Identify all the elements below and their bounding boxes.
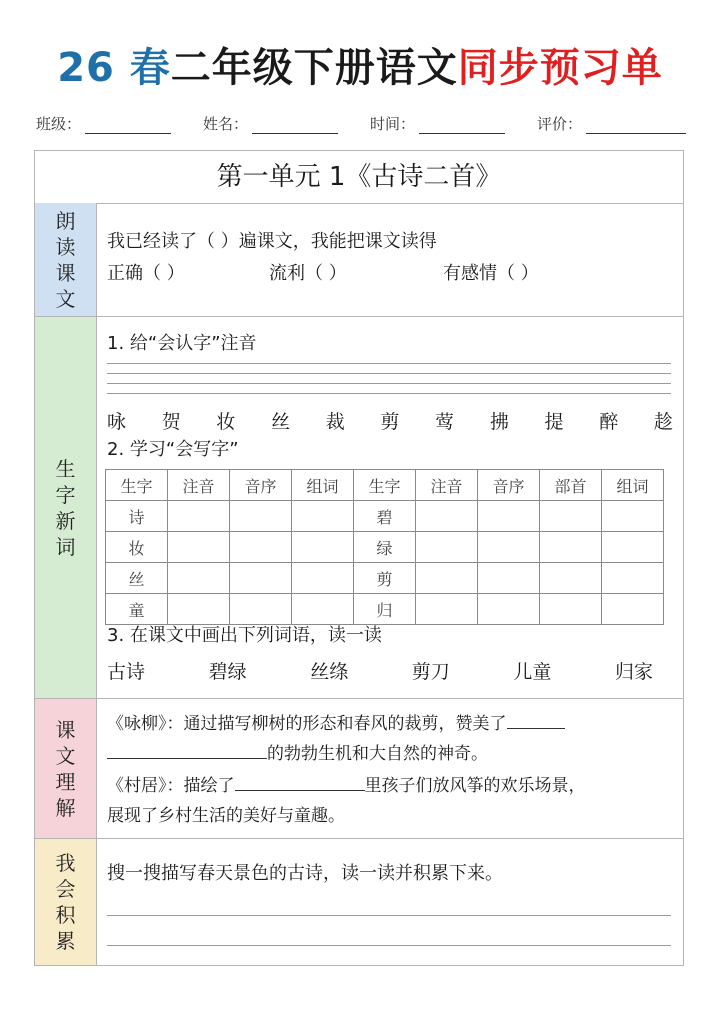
pinyin-line[interactable] bbox=[107, 363, 671, 364]
table-row bbox=[106, 501, 664, 532]
table-header-cell: 音序 bbox=[478, 470, 540, 501]
time-blank[interactable] bbox=[419, 117, 505, 134]
answer-cell[interactable] bbox=[168, 501, 230, 532]
answer-cell[interactable] bbox=[540, 501, 602, 532]
table-row bbox=[106, 563, 664, 594]
char-cell: 碧 bbox=[354, 501, 416, 532]
answer-cell[interactable] bbox=[416, 501, 478, 532]
title-part-grade: 二年级下册语文 bbox=[170, 45, 458, 91]
worksheet bbox=[34, 150, 684, 966]
recognize-char: 丝 bbox=[271, 411, 291, 433]
recognize-char: 剪 bbox=[380, 411, 400, 433]
writing-line[interactable] bbox=[107, 945, 671, 946]
section-understanding bbox=[35, 699, 683, 839]
answer-cell[interactable] bbox=[168, 532, 230, 563]
title-part-sheet: 同步预习单 bbox=[457, 45, 663, 91]
answer-cell[interactable] bbox=[602, 563, 664, 594]
answer-cell[interactable] bbox=[478, 563, 540, 594]
recognize-chars-row bbox=[107, 407, 673, 434]
page-title bbox=[0, 40, 720, 96]
yongliu-line: 《咏柳》：通过描写柳树的形态和春风的裁剪，赞美了 bbox=[107, 709, 565, 739]
unit-title: 第一单元 1《古诗二首》 bbox=[35, 151, 683, 204]
writing-line[interactable] bbox=[107, 915, 671, 916]
vocab-word: 归家 bbox=[614, 661, 653, 683]
answer-cell[interactable] bbox=[230, 532, 292, 563]
answer-cell[interactable] bbox=[416, 532, 478, 563]
answer-cell[interactable] bbox=[230, 563, 292, 594]
yongliu-line-2: 的勃勃生机和大自然的神奇。 bbox=[107, 739, 488, 769]
recognize-char: 贺 bbox=[161, 411, 181, 433]
pinyin-line[interactable] bbox=[107, 383, 671, 384]
answer-cell[interactable] bbox=[292, 501, 354, 532]
answer-blank[interactable] bbox=[107, 740, 267, 759]
student-info-row bbox=[36, 110, 686, 134]
recognize-char: 趁 bbox=[653, 411, 673, 433]
answer-cell[interactable] bbox=[292, 563, 354, 594]
recognize-char: 醉 bbox=[599, 411, 619, 433]
section-body-understanding bbox=[97, 699, 683, 838]
section-body-reading bbox=[97, 203, 683, 316]
task-recognize-title: 1. 给“会认字”注音 bbox=[107, 333, 257, 354]
reading-option-fluent[interactable]: 流利（ ） bbox=[269, 263, 347, 284]
section-body-accumulate bbox=[97, 839, 683, 965]
answer-cell[interactable] bbox=[168, 594, 230, 625]
char-cell: 诗 bbox=[106, 501, 168, 532]
vocab-word: 古诗 bbox=[107, 661, 146, 683]
answer-cell[interactable] bbox=[292, 594, 354, 625]
writing-chars-table bbox=[105, 469, 664, 625]
section-label-reading: 朗读课文 bbox=[35, 203, 97, 316]
table-header-cell: 生字 bbox=[106, 470, 168, 501]
task-write-title: 2. 学习“会写字” bbox=[107, 439, 239, 460]
char-cell: 剪 bbox=[354, 563, 416, 594]
recognize-char: 提 bbox=[544, 411, 564, 433]
vocab-word: 丝绦 bbox=[310, 661, 349, 683]
table-header-cell: 音序 bbox=[230, 470, 292, 501]
section-accumulate bbox=[35, 839, 683, 965]
char-cell: 童 bbox=[106, 594, 168, 625]
title-part-season: 26 春 bbox=[57, 45, 171, 91]
char-cell: 妆 bbox=[106, 532, 168, 563]
pinyin-line[interactable] bbox=[107, 393, 671, 394]
answer-blank[interactable] bbox=[507, 710, 565, 729]
table-header-cell: 组词 bbox=[292, 470, 354, 501]
answer-cell[interactable] bbox=[540, 563, 602, 594]
section-label-understanding: 课文理解 bbox=[35, 699, 97, 838]
accumulate-prompt: 搜一搜描写春天景色的古诗，读一读并积累下来。 bbox=[107, 863, 503, 884]
char-cell: 归 bbox=[354, 594, 416, 625]
section-vocab bbox=[35, 317, 683, 699]
answer-cell[interactable] bbox=[230, 501, 292, 532]
table-header-cell: 注音 bbox=[168, 470, 230, 501]
name-field[interactable] bbox=[203, 113, 338, 134]
section-body-vocab bbox=[97, 317, 683, 698]
reading-count-line[interactable]: 我已经读了（ ）遍课文，我能把课文读得 bbox=[107, 231, 437, 252]
cunju-line: 《村居》：描绘了 里孩子们放风筝的欢乐场景， bbox=[107, 771, 586, 801]
section-label-accumulate: 我会积累 bbox=[35, 839, 97, 965]
answer-cell[interactable] bbox=[230, 594, 292, 625]
answer-blank[interactable] bbox=[235, 772, 365, 791]
class-label: 班级： bbox=[36, 115, 82, 133]
class-blank[interactable] bbox=[85, 117, 171, 134]
answer-cell[interactable] bbox=[416, 563, 478, 594]
words-row bbox=[107, 657, 653, 684]
recognize-char: 拂 bbox=[489, 411, 509, 433]
table-header-cell: 生字 bbox=[354, 470, 416, 501]
vocab-word: 剪刀 bbox=[411, 661, 450, 683]
evaluation-blank[interactable] bbox=[586, 117, 686, 134]
table-header-cell: 部首 bbox=[540, 470, 602, 501]
vocab-word: 碧绿 bbox=[208, 661, 247, 683]
answer-cell[interactable] bbox=[540, 594, 602, 625]
name-label: 姓名： bbox=[202, 115, 248, 133]
answer-cell[interactable] bbox=[416, 594, 478, 625]
evaluation-field[interactable] bbox=[537, 113, 686, 134]
reading-option-expressive[interactable]: 有感情（ ） bbox=[443, 263, 539, 284]
time-label: 时间： bbox=[369, 115, 415, 133]
pinyin-line[interactable] bbox=[107, 373, 671, 374]
answer-cell[interactable] bbox=[478, 594, 540, 625]
char-cell: 丝 bbox=[106, 563, 168, 594]
recognize-char: 咏 bbox=[107, 411, 127, 433]
answer-cell[interactable] bbox=[168, 563, 230, 594]
answer-cell[interactable] bbox=[602, 532, 664, 563]
table-header-cell: 注音 bbox=[416, 470, 478, 501]
time-field[interactable] bbox=[370, 113, 505, 134]
vocab-word: 儿童 bbox=[513, 661, 552, 683]
answer-cell[interactable] bbox=[602, 501, 664, 532]
answer-cell[interactable] bbox=[540, 532, 602, 563]
name-blank[interactable] bbox=[252, 117, 338, 134]
table-header-cell: 组词 bbox=[602, 470, 664, 501]
reading-option-correct[interactable]: 正确（ ） bbox=[107, 263, 185, 284]
section-label-vocab: 生字新词 bbox=[35, 317, 97, 698]
answer-cell[interactable] bbox=[292, 532, 354, 563]
table-row bbox=[106, 532, 664, 563]
table-row bbox=[106, 594, 664, 625]
recognize-char: 裁 bbox=[325, 411, 345, 433]
cunju-line-2: 展现了乡村生活的美好与童趣。 bbox=[107, 806, 345, 826]
evaluation-label: 评价： bbox=[536, 115, 582, 133]
answer-cell[interactable] bbox=[478, 532, 540, 563]
answer-cell[interactable] bbox=[478, 501, 540, 532]
recognize-char: 妆 bbox=[216, 411, 236, 433]
char-cell: 绿 bbox=[354, 532, 416, 563]
answer-cell[interactable] bbox=[602, 594, 664, 625]
recognize-char: 莺 bbox=[435, 411, 455, 433]
table-header-row bbox=[106, 470, 664, 501]
class-field[interactable] bbox=[36, 113, 171, 134]
task-words-title: 3. 在课文中画出下列词语，读一读 bbox=[107, 625, 382, 646]
section-reading bbox=[35, 203, 683, 317]
